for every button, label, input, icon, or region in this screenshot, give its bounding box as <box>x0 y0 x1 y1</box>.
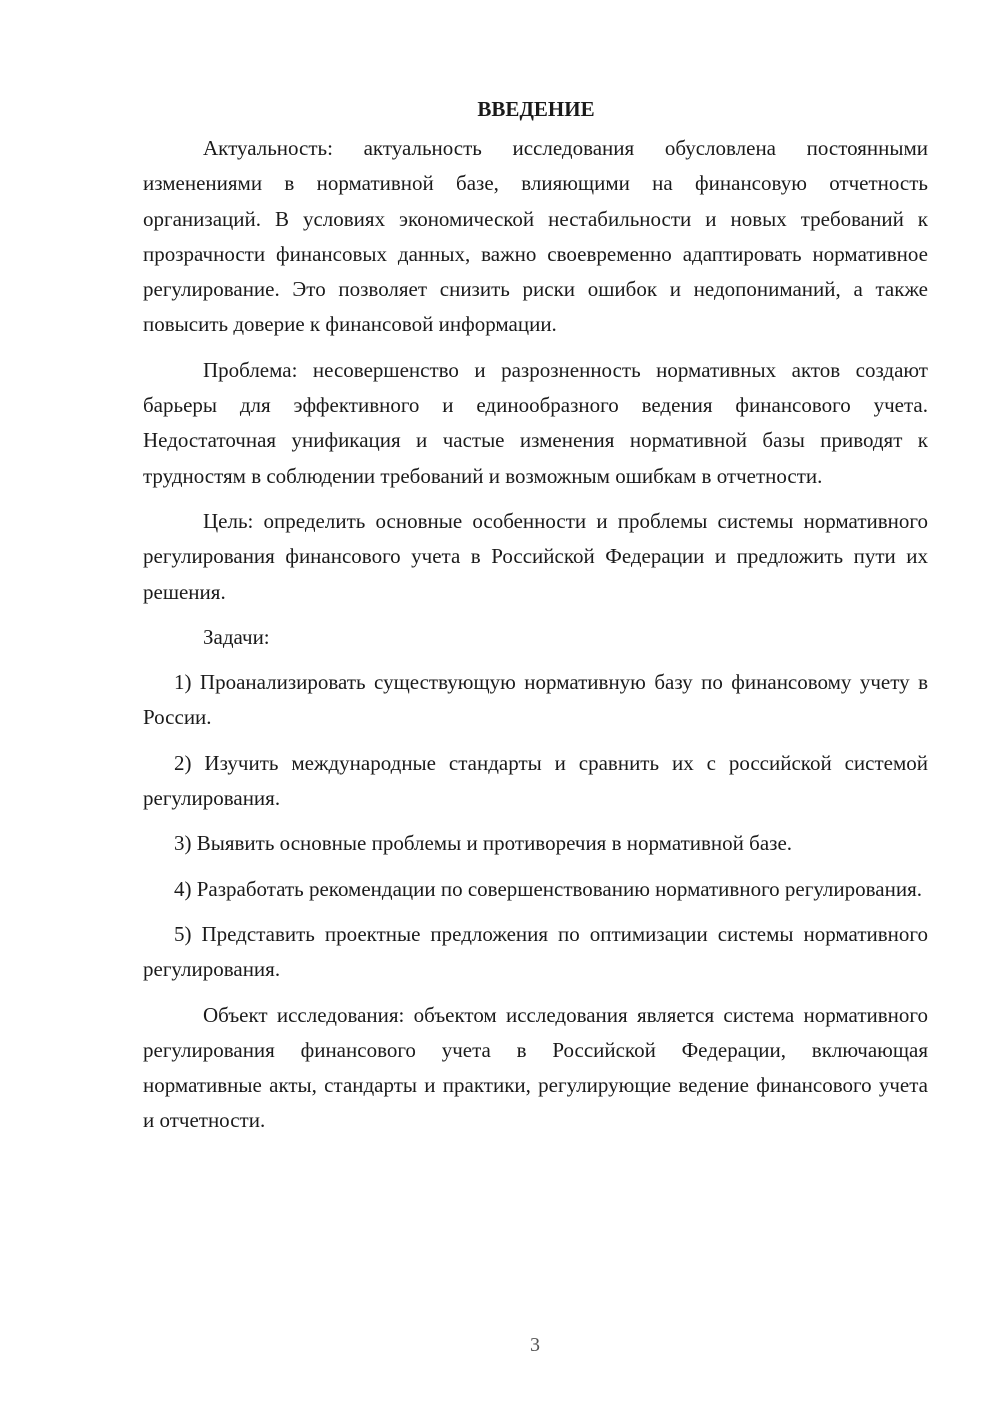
document-page <box>143 92 928 1149</box>
goal-paragraph: Цель: определить основные особенности и проблемы системы нормативного регулирования финансового учета в Российской Федерации и предложить пути их решения. <box>143 508 928 604</box>
problem-paragraph: Проблема: несовершенство и разрозненность нормативных актов создают барьеры для эффективного и единообразного ведения финансового учета. Недостаточная унификация и частые изменения нормативной базы приводят к трудностям в соблюдении требований и возможным ошибкам в отчетности. <box>143 357 928 488</box>
task-item: 1) Проанализировать существующую нормативную базу по финансовому учету в России. <box>143 670 928 730</box>
task-item: 2) Изучить международные стандарты и сравнить их с российской системой регулирования. <box>143 750 928 811</box>
page-number: 3 <box>530 1334 540 1356</box>
task-item: 4) Разработать рекомендации по совершенствованию нормативного регулирования. <box>174 876 922 901</box>
tasks-label: Задачи: <box>203 624 270 649</box>
section-title: ВВЕДЕНИЕ <box>477 97 595 121</box>
task-item: 3) Выявить основные проблемы и противоречия в нормативной базе. <box>174 831 793 856</box>
task-item: 5) Представить проектные предложения по оптимизации системы нормативного регулирования. <box>143 921 928 982</box>
object-paragraph: Объект исследования: объектом исследования является система нормативного регулирования финансового учета в Российской Федерации, включающая нормативные акты, стандарты и практики, регулирующие ведение финансового учета и отчетности. <box>143 1002 928 1133</box>
relevance-paragraph: Актуальность: актуальность исследования обусловлена постоянными изменениями в нормативной базе, влияющими на финансовую отчетность организаций. В условиях экономической нестабильности и новых требований к прозрачности финансовых данных, важно своевременно адаптировать нормативное регулирование. Это позволяет снизить риски ошибок и недопониманий, а также повысить доверие к финансовой информации. <box>143 136 928 337</box>
